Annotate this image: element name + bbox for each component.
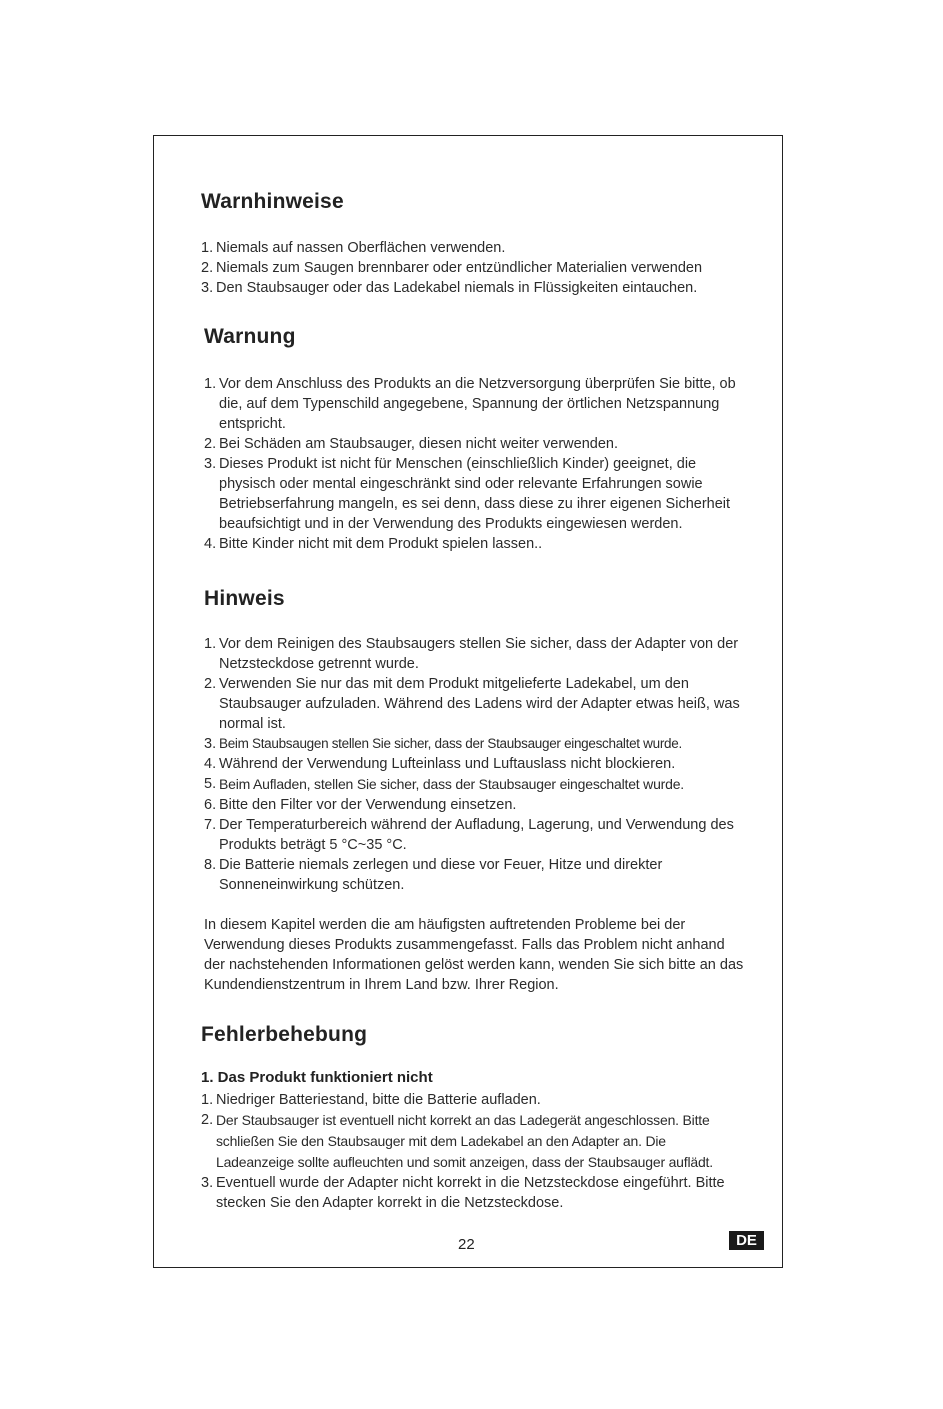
list-item: 3. Dieses Produkt ist nicht für Menschen (einschließlich Kinder) geeignet, die physisch oder mental eingeschränkt sind oder relevante Erfahrungen sowie Betriebserfahrung mangeln, es sei denn, dass diese zu ihrer eigenen Sicherheit beaufsichtigt und in der Verwendung des Produkts eingewiesen werden. bbox=[204, 456, 731, 532]
list-item: 5. Beim Aufladen, stellen Sie sicher, dass der Staubsauger eingeschaltet wurde. bbox=[204, 776, 684, 792]
intro-paragraph: In diesem Kapitel werden die am häufigsten auftretenden Probleme bei der Verwendung dieses Produkts zusammengefasst. Falls das Problem nicht anhand der nachstehenden Informationen gelöst werden kann, wenden Sie sich bitte an das Kundendienstzentrum in Ihrem Land bzw. Ihrer Region. bbox=[204, 917, 744, 993]
list-item: 4. Während der Verwendung Lufteinlass und Luftauslass nicht blockieren. bbox=[204, 756, 676, 772]
list-item: 6. Bitte den Filter vor der Verwendung einsetzen. bbox=[204, 797, 517, 813]
language-badge: DE bbox=[729, 1231, 764, 1250]
subheading-produkt-funktioniert-nicht: 1. Das Produkt funktioniert nicht bbox=[201, 1069, 433, 1086]
list-item: 1. Vor dem Reinigen des Staubsaugers stellen Sie sicher, dass der Adapter von der Netzsteckdose getrennt wurde. bbox=[204, 636, 739, 672]
list-item: 3. Eventuell wurde der Adapter nicht korrekt in die Netzsteckdose eingeführt. Bitte stecken Sie den Adapter korrekt in die Netzsteckdose. bbox=[201, 1175, 725, 1211]
list-item: 2. Bei Schäden am Staubsauger, diesen nicht weiter verwenden. bbox=[204, 436, 618, 452]
section-warnhinweise bbox=[201, 190, 746, 298]
heading-hinweis: Hinweis bbox=[204, 587, 285, 610]
list-item: 1. Niedriger Batteriestand, bitte die Batterie aufladen. bbox=[201, 1092, 541, 1108]
list-fehlerbehebung bbox=[201, 1090, 746, 1213]
list-item: 1. Vor dem Anschluss des Produkts an die Netzversorgung überprüfen Sie bitte, ob die, auf dem Typenschild angegebene, Spannung der örtlichen Netzspannung entspricht. bbox=[204, 376, 736, 432]
list-item: 7. Der Temperaturbereich während der Aufladung, Lagerung, und Verwendung des Produkts beträgt 5 °C~35 °C. bbox=[204, 817, 734, 853]
section-fehlerbehebung bbox=[201, 1023, 746, 1213]
list-item: 3. Den Staubsauger oder das Ladekabel niemals in Flüssigkeiten eintauchen. bbox=[201, 280, 698, 296]
list-item: 2. Der Staubsauger ist eventuell nicht korrekt an das Ladegerät angeschlossen. Bitte schließen Sie den Staubsauger mit dem Ladekabel an den Adapter an. Die Ladeanzeige sollte aufleuchten und somit anzeigen, dass der Staubsauger auflädt. bbox=[201, 1112, 713, 1170]
list-item: 4. Bitte Kinder nicht mit dem Produkt spielen lassen.. bbox=[204, 536, 543, 552]
list-warnung bbox=[204, 374, 744, 554]
list-item: 1. Niemals auf nassen Oberflächen verwenden. bbox=[201, 240, 506, 256]
heading-warnhinweise: Warnhinweise bbox=[201, 190, 344, 213]
section-warnung bbox=[204, 325, 744, 554]
list-hinweis bbox=[204, 634, 744, 895]
list-item: 2. Niemals zum Saugen brennbarer oder entzündlicher Materialien verwenden bbox=[201, 260, 703, 276]
section-hinweis bbox=[204, 587, 744, 995]
list-warnhinweise bbox=[201, 238, 746, 298]
list-item: 2. Verwenden Sie nur das mit dem Produkt mitgelieferte Ladekabel, um den Staubsauger aufzuladen. Während des Ladens wird der Adapter etwas heiß, was normal ist. bbox=[204, 676, 740, 732]
list-item: 3. Beim Staubsaugen stellen Sie sicher, dass der Staubsauger eingeschaltet wurde. bbox=[204, 736, 682, 752]
list-item: 8. Die Batterie niemals zerlegen und diese vor Feuer, Hitze und direkter Sonneneinwirkung schützen. bbox=[204, 857, 663, 893]
page-number: 22 bbox=[458, 1236, 475, 1253]
heading-warnung: Warnung bbox=[204, 325, 296, 348]
heading-fehlerbehebung: Fehlerbehebung bbox=[201, 1023, 368, 1046]
